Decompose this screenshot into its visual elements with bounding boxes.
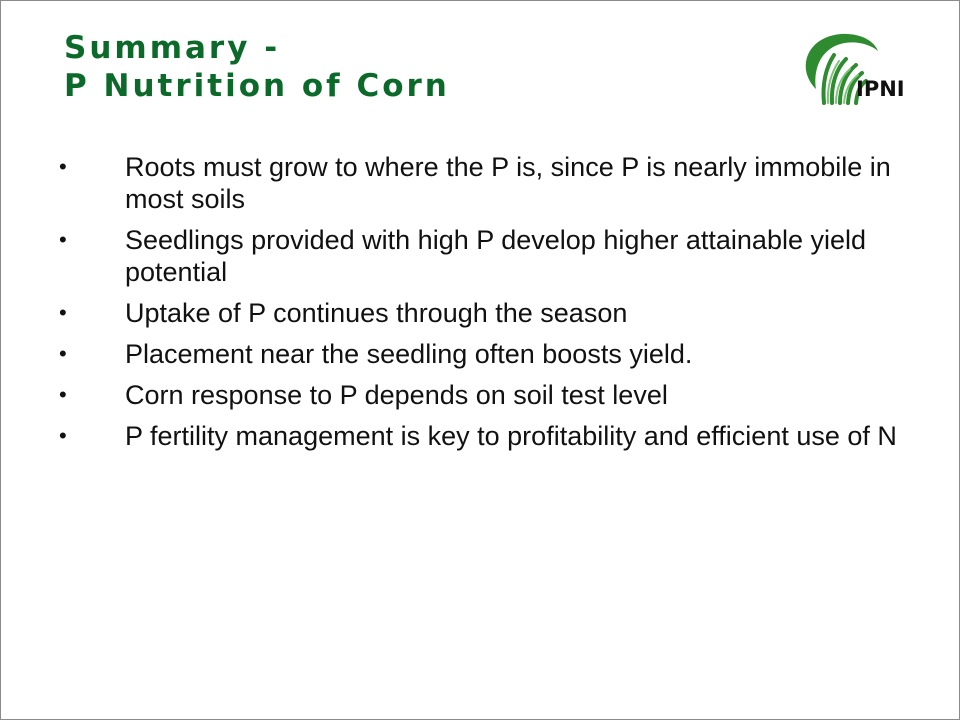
title-line-2: P Nutrition of Corn bbox=[64, 68, 450, 104]
logo-text: IPNI bbox=[856, 77, 905, 101]
list-item bbox=[59, 297, 919, 329]
bullet-icon: • bbox=[59, 227, 67, 252]
bullet-text: Placement near the seedling often boosts yield. bbox=[125, 339, 693, 369]
list-item bbox=[59, 224, 919, 288]
bullet-text: Seedlings provided with high P develop higher attainable yield potential bbox=[125, 225, 867, 287]
title-line-1: Summary - bbox=[64, 30, 281, 66]
bullet-icon: • bbox=[59, 382, 67, 407]
bullet-list bbox=[59, 151, 919, 461]
slide-title bbox=[64, 29, 450, 105]
bullet-text: Roots must grow to where the P is, since P is nearly immobile in most soils bbox=[125, 152, 891, 214]
list-item bbox=[59, 338, 919, 370]
bullet-text: P fertility management is key to profitability and efficient use of N bbox=[125, 421, 897, 451]
bullet-icon: • bbox=[59, 423, 67, 448]
bullet-icon: • bbox=[59, 341, 67, 366]
bullet-text: Corn response to P depends on soil test level bbox=[125, 380, 668, 410]
bullet-icon: • bbox=[59, 300, 67, 325]
bullet-icon: • bbox=[59, 154, 67, 179]
bullet-text: Uptake of P continues through the season bbox=[125, 298, 628, 328]
list-item bbox=[59, 420, 919, 452]
list-item bbox=[59, 151, 919, 215]
list-item bbox=[59, 379, 919, 411]
